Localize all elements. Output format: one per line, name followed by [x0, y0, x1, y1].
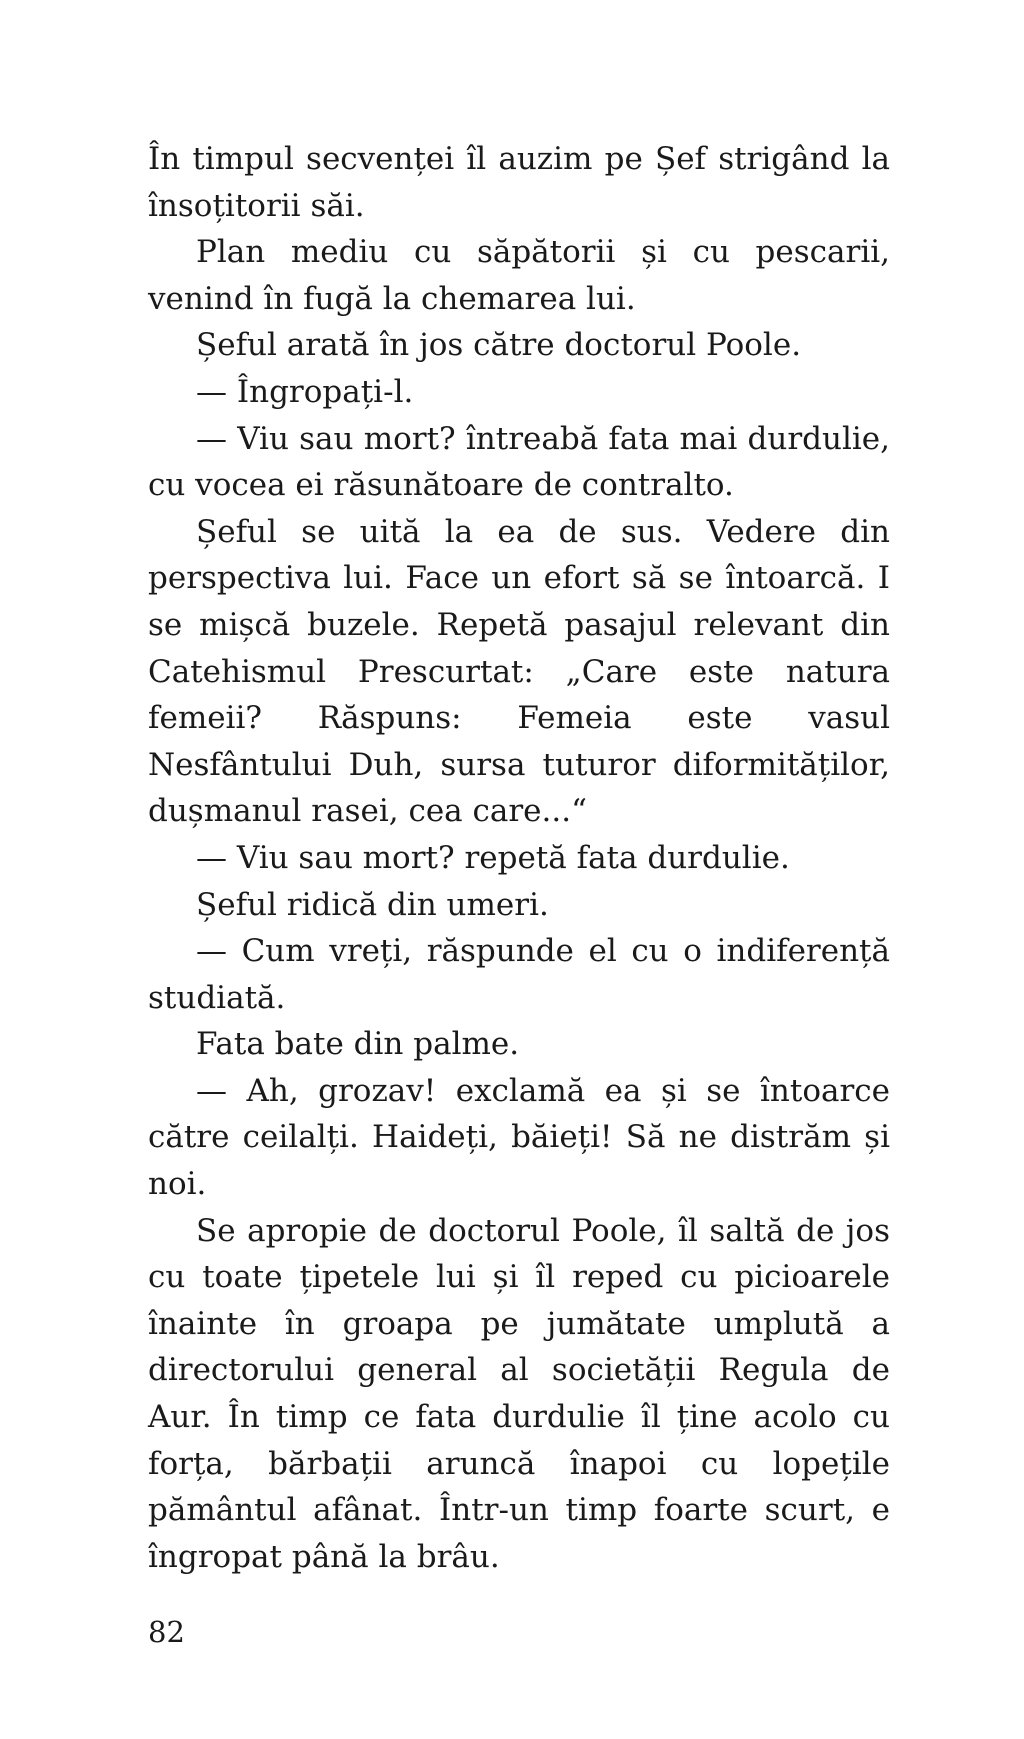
paragraph: Șeful se uită la ea de sus. Vedere din perspectiva lui. Face un efort să se întoarcă. I se mișcă buzele. Repetă pasajul relevant din Catehismul Prescurtat: „Care este natura femeii? Răspuns: Femeia este vasul Nesfântului Duh, sursa tuturor diformităților, dușmanul rasei, cea care...“: [148, 513, 890, 830]
dialogue-line: — Ah, grozav! exclamă ea și se întoarce către ceilalți. Haideți, băieți! Să ne distrăm și noi.: [148, 1072, 890, 1203]
dialogue-line: — Viu sau mort? întreabă fata mai durdulie, cu vocea ei răsunătoare de contralto.: [148, 420, 890, 504]
dialogue-line: — Viu sau mort? repetă fata durdulie.: [196, 839, 790, 876]
page-number: 82: [148, 1615, 185, 1649]
dialogue-line: — Cum vreți, răspunde el cu o indiferență studiată.: [148, 933, 890, 1016]
body-text: [148, 136, 890, 1580]
paragraph: Șeful arată în jos către doctorul Poole.: [196, 327, 802, 364]
paragraph: Plan mediu cu săpătorii și cu pescarii, venind în fugă la chemarea lui.: [148, 234, 890, 317]
paragraph: Șeful ridică din umeri.: [196, 886, 549, 923]
paragraph: În timpul secvenței îl auzim pe Șef strigând la însoțitorii săi.: [148, 141, 890, 224]
dialogue-line: — Îngropați-l.: [196, 373, 414, 410]
paragraph: Fata bate din palme.: [196, 1026, 520, 1063]
paragraph: Se apropie de doctorul Poole, îl saltă de jos cu toate țipetele lui și îl reped cu picioarele înainte în groapa pe jumătate umplută a directorului general al societății Regula de Aur. În timp ce fata durdulie îl ține acolo cu forța, bărbații aruncă înapoi cu lopețile pământul afânat. Într-un timp foarte scurt, e îngropat până la brâu.: [148, 1212, 890, 1575]
